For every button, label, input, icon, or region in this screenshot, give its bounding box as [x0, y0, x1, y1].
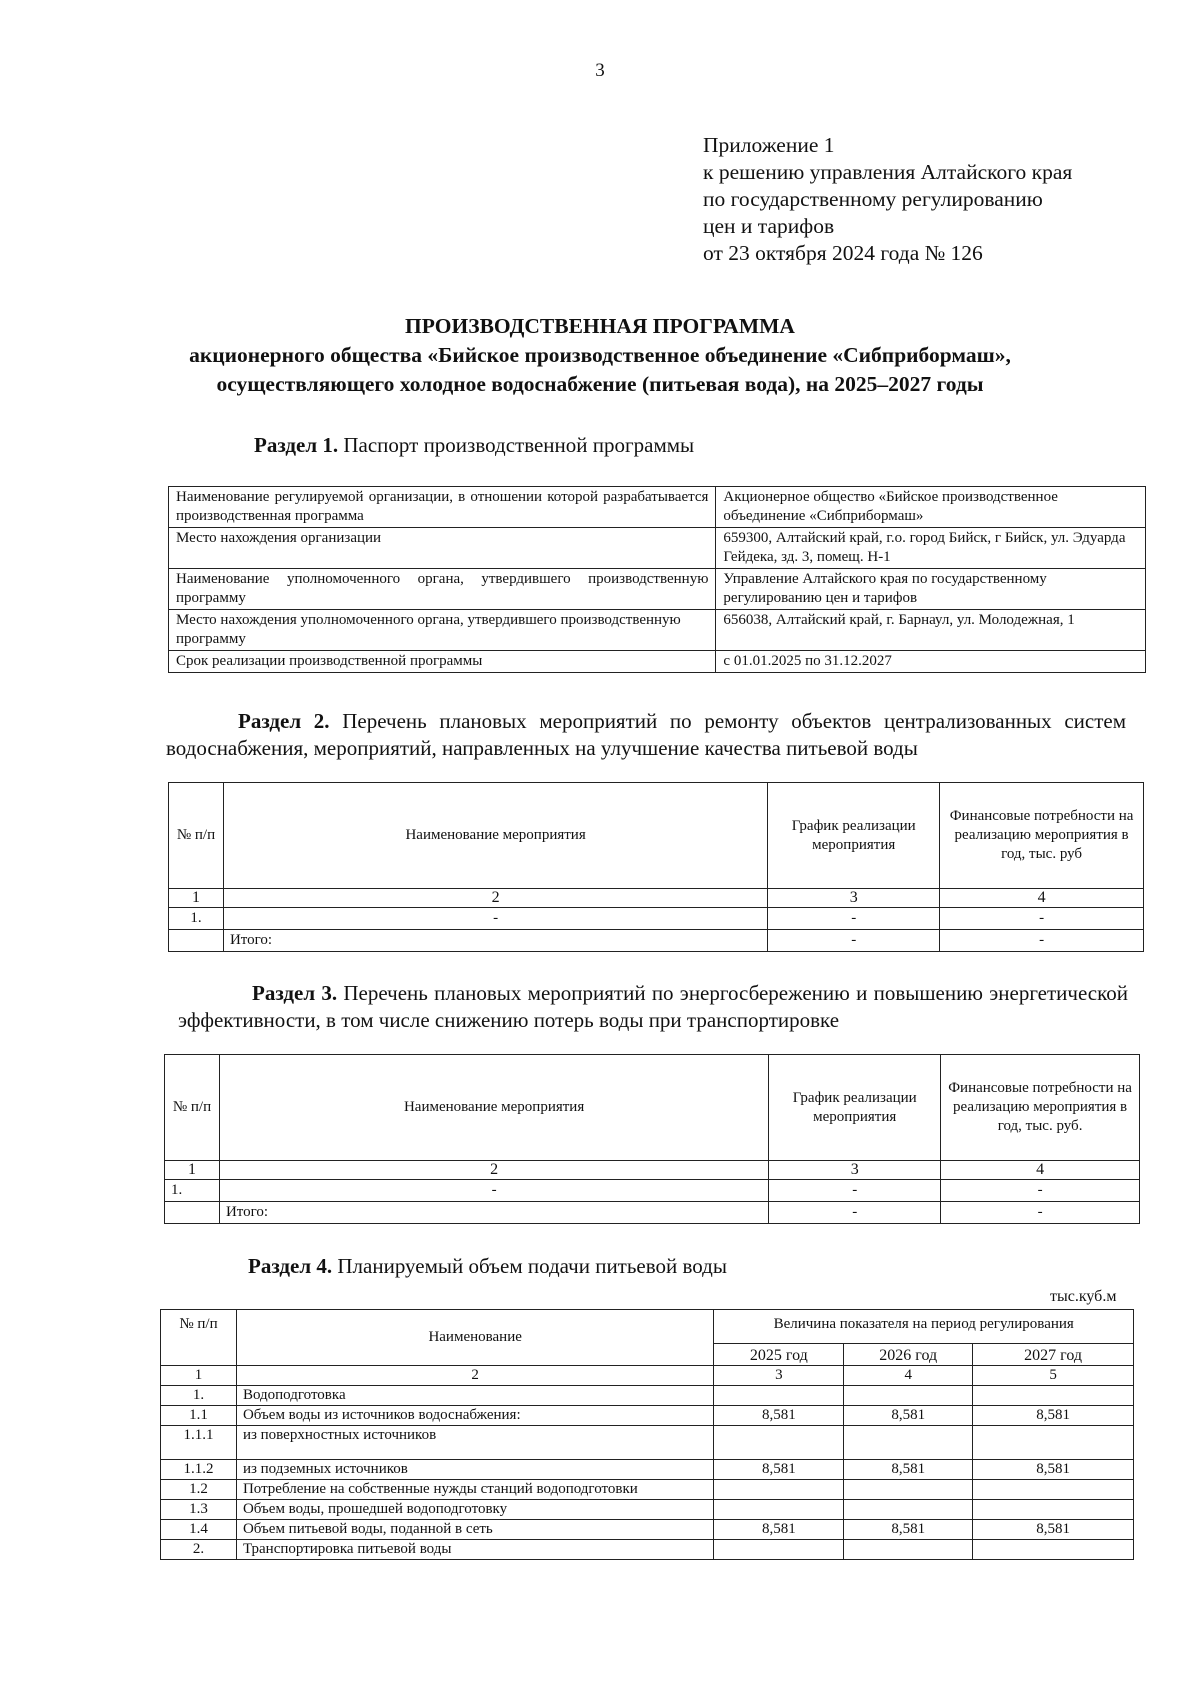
row-value	[844, 1480, 973, 1500]
table-row	[169, 487, 1146, 528]
header-finance: Финансовые потребности на реализацию мероприятия в год, тыс. руб.	[941, 1055, 1140, 1161]
page-number: 3	[595, 60, 605, 81]
section3-table	[164, 1054, 1140, 1224]
index-cell: 3	[714, 1366, 844, 1386]
row-value	[714, 1500, 844, 1520]
table-row	[161, 1406, 1134, 1426]
table-row	[161, 1540, 1134, 1560]
row-num: 1.1	[161, 1406, 237, 1426]
table-index-row	[169, 889, 1144, 908]
row-value	[714, 1540, 844, 1560]
table-row	[161, 1520, 1134, 1540]
row-value	[844, 1540, 973, 1560]
title-line: осуществляющего холодное водоснабжение (питьевая вода), на 2025–2027 годы	[216, 372, 984, 396]
cell: -	[940, 930, 1144, 952]
row-value	[973, 1480, 1134, 1500]
row-num: 1.1.1	[161, 1426, 237, 1460]
row-num: 1.3	[161, 1500, 237, 1520]
appendix-line: к решению управления Алтайского края	[703, 160, 1073, 184]
table-header-row	[169, 783, 1144, 889]
section1-heading	[254, 432, 694, 459]
cell: -	[768, 908, 940, 930]
row-num: 1.1.2	[161, 1460, 237, 1480]
section1-title: Паспорт производственной программы	[338, 433, 695, 457]
section3-label: Раздел 3.	[252, 981, 338, 1005]
table-index-row	[165, 1161, 1140, 1180]
passport-key: Наименование регулируемой организации, в отношении которой разрабатывается производственная программа	[169, 487, 716, 528]
cell: -	[940, 908, 1144, 930]
index-cell: 1	[161, 1366, 237, 1386]
header-num: № п/п	[161, 1310, 237, 1366]
section2-label: Раздел 2.	[238, 709, 330, 733]
cell	[165, 1202, 220, 1224]
index-cell: 1	[169, 889, 224, 908]
header-schedule: График реализации мероприятия	[769, 1055, 941, 1161]
passport-key: Наименование уполномоченного органа, утвердившего производственную программу	[169, 569, 716, 610]
cell: 1.	[165, 1180, 220, 1202]
index-cell: 4	[940, 889, 1144, 908]
table-total-row	[169, 930, 1144, 952]
header-num: № п/п	[165, 1055, 220, 1161]
table-row	[169, 610, 1146, 651]
header-schedule: График реализации мероприятия	[768, 783, 940, 889]
section2-heading	[166, 708, 1126, 762]
passport-key: Место нахождения организации	[169, 528, 716, 569]
table-row	[169, 651, 1146, 673]
table-total-row	[165, 1202, 1140, 1224]
appendix-line: Приложение 1	[703, 133, 835, 157]
row-name: из поверхностных источников	[236, 1426, 713, 1460]
row-num: 1.2	[161, 1480, 237, 1500]
appendix-line: от 23 октября 2024 года № 126	[703, 241, 983, 265]
row-value: 8,581	[973, 1406, 1134, 1426]
row-name: Транспортировка питьевой воды	[236, 1540, 713, 1560]
row-name: Объем воды, прошедшей водоподготовку	[236, 1500, 713, 1520]
row-value	[973, 1426, 1134, 1460]
passport-value: Управление Алтайского края по государственному регулированию цен и тарифов	[716, 569, 1146, 610]
unit-label: тыс.куб.м	[1050, 1288, 1117, 1305]
header-name: Наименование мероприятия	[223, 783, 767, 889]
passport-table	[168, 486, 1146, 673]
section3-title: Перечень плановых мероприятий по энергосбережению и повышению энергетической эффективности, в том числе снижению потерь воды при транспортировке	[178, 981, 1128, 1032]
table-row	[169, 528, 1146, 569]
row-num: 2.	[161, 1540, 237, 1560]
appendix-block	[703, 132, 1072, 267]
cell: -	[223, 908, 767, 930]
cell: -	[941, 1202, 1140, 1224]
passport-key: Срок реализации производственной программы	[169, 651, 716, 673]
cell: -	[219, 1180, 768, 1202]
table-header-row	[161, 1310, 1134, 1344]
row-value: 8,581	[973, 1520, 1134, 1540]
table-header-row	[165, 1055, 1140, 1161]
cell: -	[769, 1202, 941, 1224]
index-cell: 3	[769, 1161, 941, 1180]
row-value	[844, 1500, 973, 1520]
row-name: Объем воды из источников водоснабжения:	[236, 1406, 713, 1426]
row-value	[973, 1386, 1134, 1406]
row-value: 8,581	[714, 1520, 844, 1540]
appendix-line: цен и тарифов	[703, 214, 835, 238]
header-year: 2025 год	[714, 1344, 844, 1366]
index-cell: 1	[165, 1161, 220, 1180]
index-cell: 2	[223, 889, 767, 908]
section1-label: Раздел 1.	[254, 433, 339, 457]
table-row	[161, 1386, 1134, 1406]
index-cell: 2	[236, 1366, 713, 1386]
table-row	[169, 908, 1144, 930]
table-row	[161, 1460, 1134, 1480]
section3-heading	[178, 980, 1128, 1034]
row-num: 1.4	[161, 1520, 237, 1540]
header-group: Величина показателя на период регулирования	[714, 1310, 1134, 1344]
passport-value: с 01.01.2025 по 31.12.2027	[716, 651, 1146, 673]
passport-value: 659300, Алтайский край, г.о. город Бийск, г Бийск, ул. Эдуарда Гейдека, зд. 3, помещ. Н-1	[716, 528, 1146, 569]
row-value	[844, 1386, 973, 1406]
cell	[169, 930, 224, 952]
row-value: 8,581	[714, 1406, 844, 1426]
cell: -	[768, 930, 940, 952]
section2-table	[168, 782, 1144, 952]
cell: 1.	[169, 908, 224, 930]
passport-key: Место нахождения уполномоченного органа, утвердившего производственную программу	[169, 610, 716, 651]
index-cell: 2	[219, 1161, 768, 1180]
row-value	[844, 1426, 973, 1460]
row-name: Потребление на собственные нужды станций водоподготовки	[236, 1480, 713, 1500]
row-value	[714, 1386, 844, 1406]
header-name: Наименование	[236, 1310, 713, 1366]
section2-title: Перечень плановых мероприятий по ремонту объектов централизованных систем водоснабжения, мероприятий, направленных на улучшение качества питьевой воды	[166, 709, 1126, 760]
index-cell: 4	[844, 1366, 973, 1386]
passport-value: Акционерное общество «Бийское производственное объединение «Сибприбормаш»	[716, 487, 1146, 528]
document-title	[0, 312, 1200, 399]
index-cell: 4	[941, 1161, 1140, 1180]
title-line: ПРОИЗВОДСТВЕННАЯ ПРОГРАММА	[405, 314, 795, 338]
row-name: Объем питьевой воды, поданной в сеть	[236, 1520, 713, 1540]
section4-table	[160, 1309, 1134, 1560]
table-row	[161, 1426, 1134, 1460]
row-value	[973, 1540, 1134, 1560]
row-value	[973, 1500, 1134, 1520]
row-num: 1.	[161, 1386, 237, 1406]
row-value: 8,581	[844, 1460, 973, 1480]
total-label: Итого:	[223, 930, 767, 952]
cell: -	[769, 1180, 941, 1202]
index-cell: 3	[768, 889, 940, 908]
title-line: акционерного общества «Бийское производственное объединение «Сибприбормаш»,	[189, 343, 1011, 367]
passport-value: 656038, Алтайский край, г. Барнаул, ул. Молодежная, 1	[716, 610, 1146, 651]
appendix-line: по государственному регулированию	[703, 187, 1043, 211]
table-row	[161, 1500, 1134, 1520]
header-year: 2026 год	[844, 1344, 973, 1366]
section4-label: Раздел 4.	[248, 1254, 333, 1278]
row-value: 8,581	[844, 1520, 973, 1540]
header-finance: Финансовые потребности на реализацию мероприятия в год, тыс. руб	[940, 783, 1144, 889]
row-name: Водоподготовка	[236, 1386, 713, 1406]
row-value	[714, 1426, 844, 1460]
row-value	[714, 1480, 844, 1500]
row-value: 8,581	[714, 1460, 844, 1480]
row-value: 8,581	[844, 1406, 973, 1426]
table-row	[165, 1180, 1140, 1202]
section4-heading	[248, 1253, 727, 1280]
row-value: 8,581	[973, 1460, 1134, 1480]
index-cell: 5	[973, 1366, 1134, 1386]
table-row	[161, 1480, 1134, 1500]
section4-title: Планируемый объем подачи питьевой воды	[332, 1254, 727, 1278]
header-name: Наименование мероприятия	[219, 1055, 768, 1161]
table-row	[169, 569, 1146, 610]
table-index-row	[161, 1366, 1134, 1386]
cell: -	[941, 1180, 1140, 1202]
header-year: 2027 год	[973, 1344, 1134, 1366]
row-name: из подземных источников	[236, 1460, 713, 1480]
header-num: № п/п	[169, 783, 224, 889]
total-label: Итого:	[219, 1202, 768, 1224]
